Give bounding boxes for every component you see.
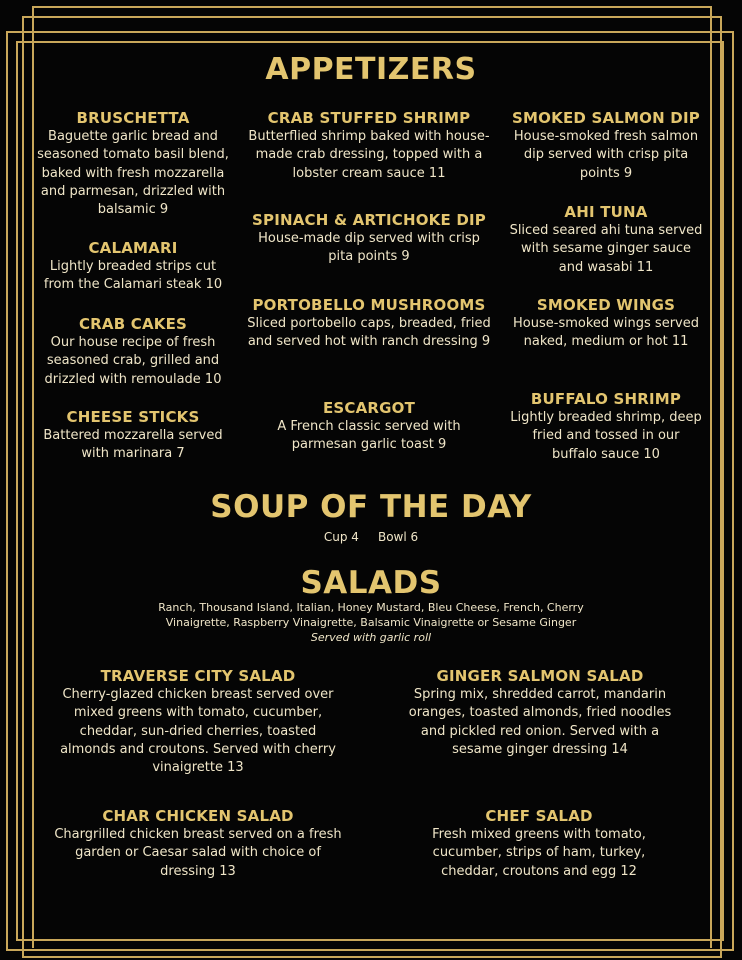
menu-item-char-chicken-salad <box>50 806 346 881</box>
item-description: Sliced portobello caps, breaded, fried and served hot with ranch dressing 9 <box>247 316 491 350</box>
item-description: A French classic served with parmesan garlic toast 9 <box>277 419 461 453</box>
item-description: Our house recipe of fresh seasoned crab, grilled and drizzled with remoulade 10 <box>44 335 222 387</box>
item-description: Cherry-glazed chicken breast served over mixed greens with tomato, cucumber, cheddar, sun-dried cherries, toasted almonds and croutons. Served with cherry vinaigrette 13 <box>60 687 336 776</box>
salads-title: SALADS <box>300 565 442 601</box>
served-with-note: Served with garlic roll <box>310 631 432 644</box>
menu-item-ahi-tuna <box>508 202 704 277</box>
menu-item-traverse-city-salad <box>56 666 340 777</box>
item-name: TRAVERSE CITY SALAD <box>100 667 296 685</box>
item-name: SMOKED WINGS <box>536 296 676 314</box>
item-name: CHEF SALAD <box>485 807 593 825</box>
item-name: ESCARGOT <box>322 399 416 417</box>
menu-item-buffalo-shrimp <box>508 389 704 464</box>
item-description: Lightly breaded strips cut from the Calamari steak 10 <box>43 259 223 293</box>
menu-item-bruschetta <box>36 108 230 219</box>
item-name: AHI TUNA <box>564 203 648 221</box>
menu-item-crab-cakes <box>36 314 230 389</box>
item-description: Fresh mixed greens with tomato, cucumber, strips of ham, turkey, cheddar, croutons and egg 12 <box>432 827 646 879</box>
item-name: BUFFALO SHRIMP <box>530 390 682 408</box>
menu-item-smoked-wings <box>508 295 704 352</box>
menu-item-chef-salad <box>414 806 664 881</box>
menu-item-portobello-mushrooms <box>246 295 492 352</box>
item-name: CHAR CHICKEN SALAD <box>102 807 294 825</box>
item-name: BRUSCHETTA <box>76 109 190 127</box>
item-description: Spring mix, shredded carrot, mandarin oranges, toasted almonds, fried noodles and pickled red onion. Served with a sesame ginger dressing 14 <box>408 687 672 757</box>
item-description: Lightly breaded shrimp, deep fried and tossed in our buffalo sauce 10 <box>510 410 702 462</box>
menu-item-cheese-sticks <box>36 407 230 464</box>
item-name: SPINACH & ARTICHOKE DIP <box>252 211 486 229</box>
item-name: CHEESE STICKS <box>66 408 200 426</box>
item-name: CALAMARI <box>88 239 178 257</box>
item-description: House-smoked fresh salmon dip served with crisp pita points 9 <box>513 129 699 181</box>
appetizers-title: APPETIZERS <box>265 52 477 87</box>
item-description: Sliced seared ahi tuna served with sesame ginger sauce and wasabi 11 <box>509 223 703 275</box>
soup-title: SOUP OF THE DAY <box>210 489 532 525</box>
item-name: CRAB STUFFED SHRIMP <box>267 109 471 127</box>
item-description: House-smoked wings served naked, medium or hot 11 <box>513 316 699 350</box>
item-name: CRAB CAKES <box>78 315 188 333</box>
item-description: Battered mozzarella served with marinara 7 <box>43 428 223 462</box>
soup-prices: Cup 4 Bowl 6 <box>323 530 419 544</box>
item-name: GINGER SALMON SALAD <box>436 667 644 685</box>
menu-item-crab-stuffed-shrimp <box>246 108 492 183</box>
item-name: PORTOBELLO MUSHROOMS <box>252 296 486 314</box>
item-description: House-made dip served with crisp pita points 9 <box>258 231 480 265</box>
item-description: Butterflied shrimp baked with house-made crab dressing, topped with a lobster cream sauce 11 <box>248 129 490 181</box>
dressings-line-2: Vinaigrette, Raspberry Vinaigrette, Balsamic Vinaigrette or Sesame Ginger <box>165 616 577 629</box>
menu-item-smoked-salmon-dip <box>508 108 704 183</box>
menu-item-calamari <box>36 238 230 295</box>
item-description: Baguette garlic bread and seasoned tomato basil blend, baked with fresh mozzarella and parmesan, drizzled with balsamic 9 <box>37 129 229 218</box>
dressings-line-1: Ranch, Thousand Island, Italian, Honey Mustard, Bleu Cheese, French, Cherry <box>158 601 584 614</box>
item-description: Chargrilled chicken breast served on a fresh garden or Caesar salad with choice of dressing 13 <box>54 827 342 879</box>
menu-item-ginger-salmon-salad <box>398 666 682 759</box>
menu-item-escargot <box>246 398 492 455</box>
menu-item-spinach-artichoke-dip <box>246 210 492 267</box>
item-name: SMOKED SALMON DIP <box>512 109 700 127</box>
